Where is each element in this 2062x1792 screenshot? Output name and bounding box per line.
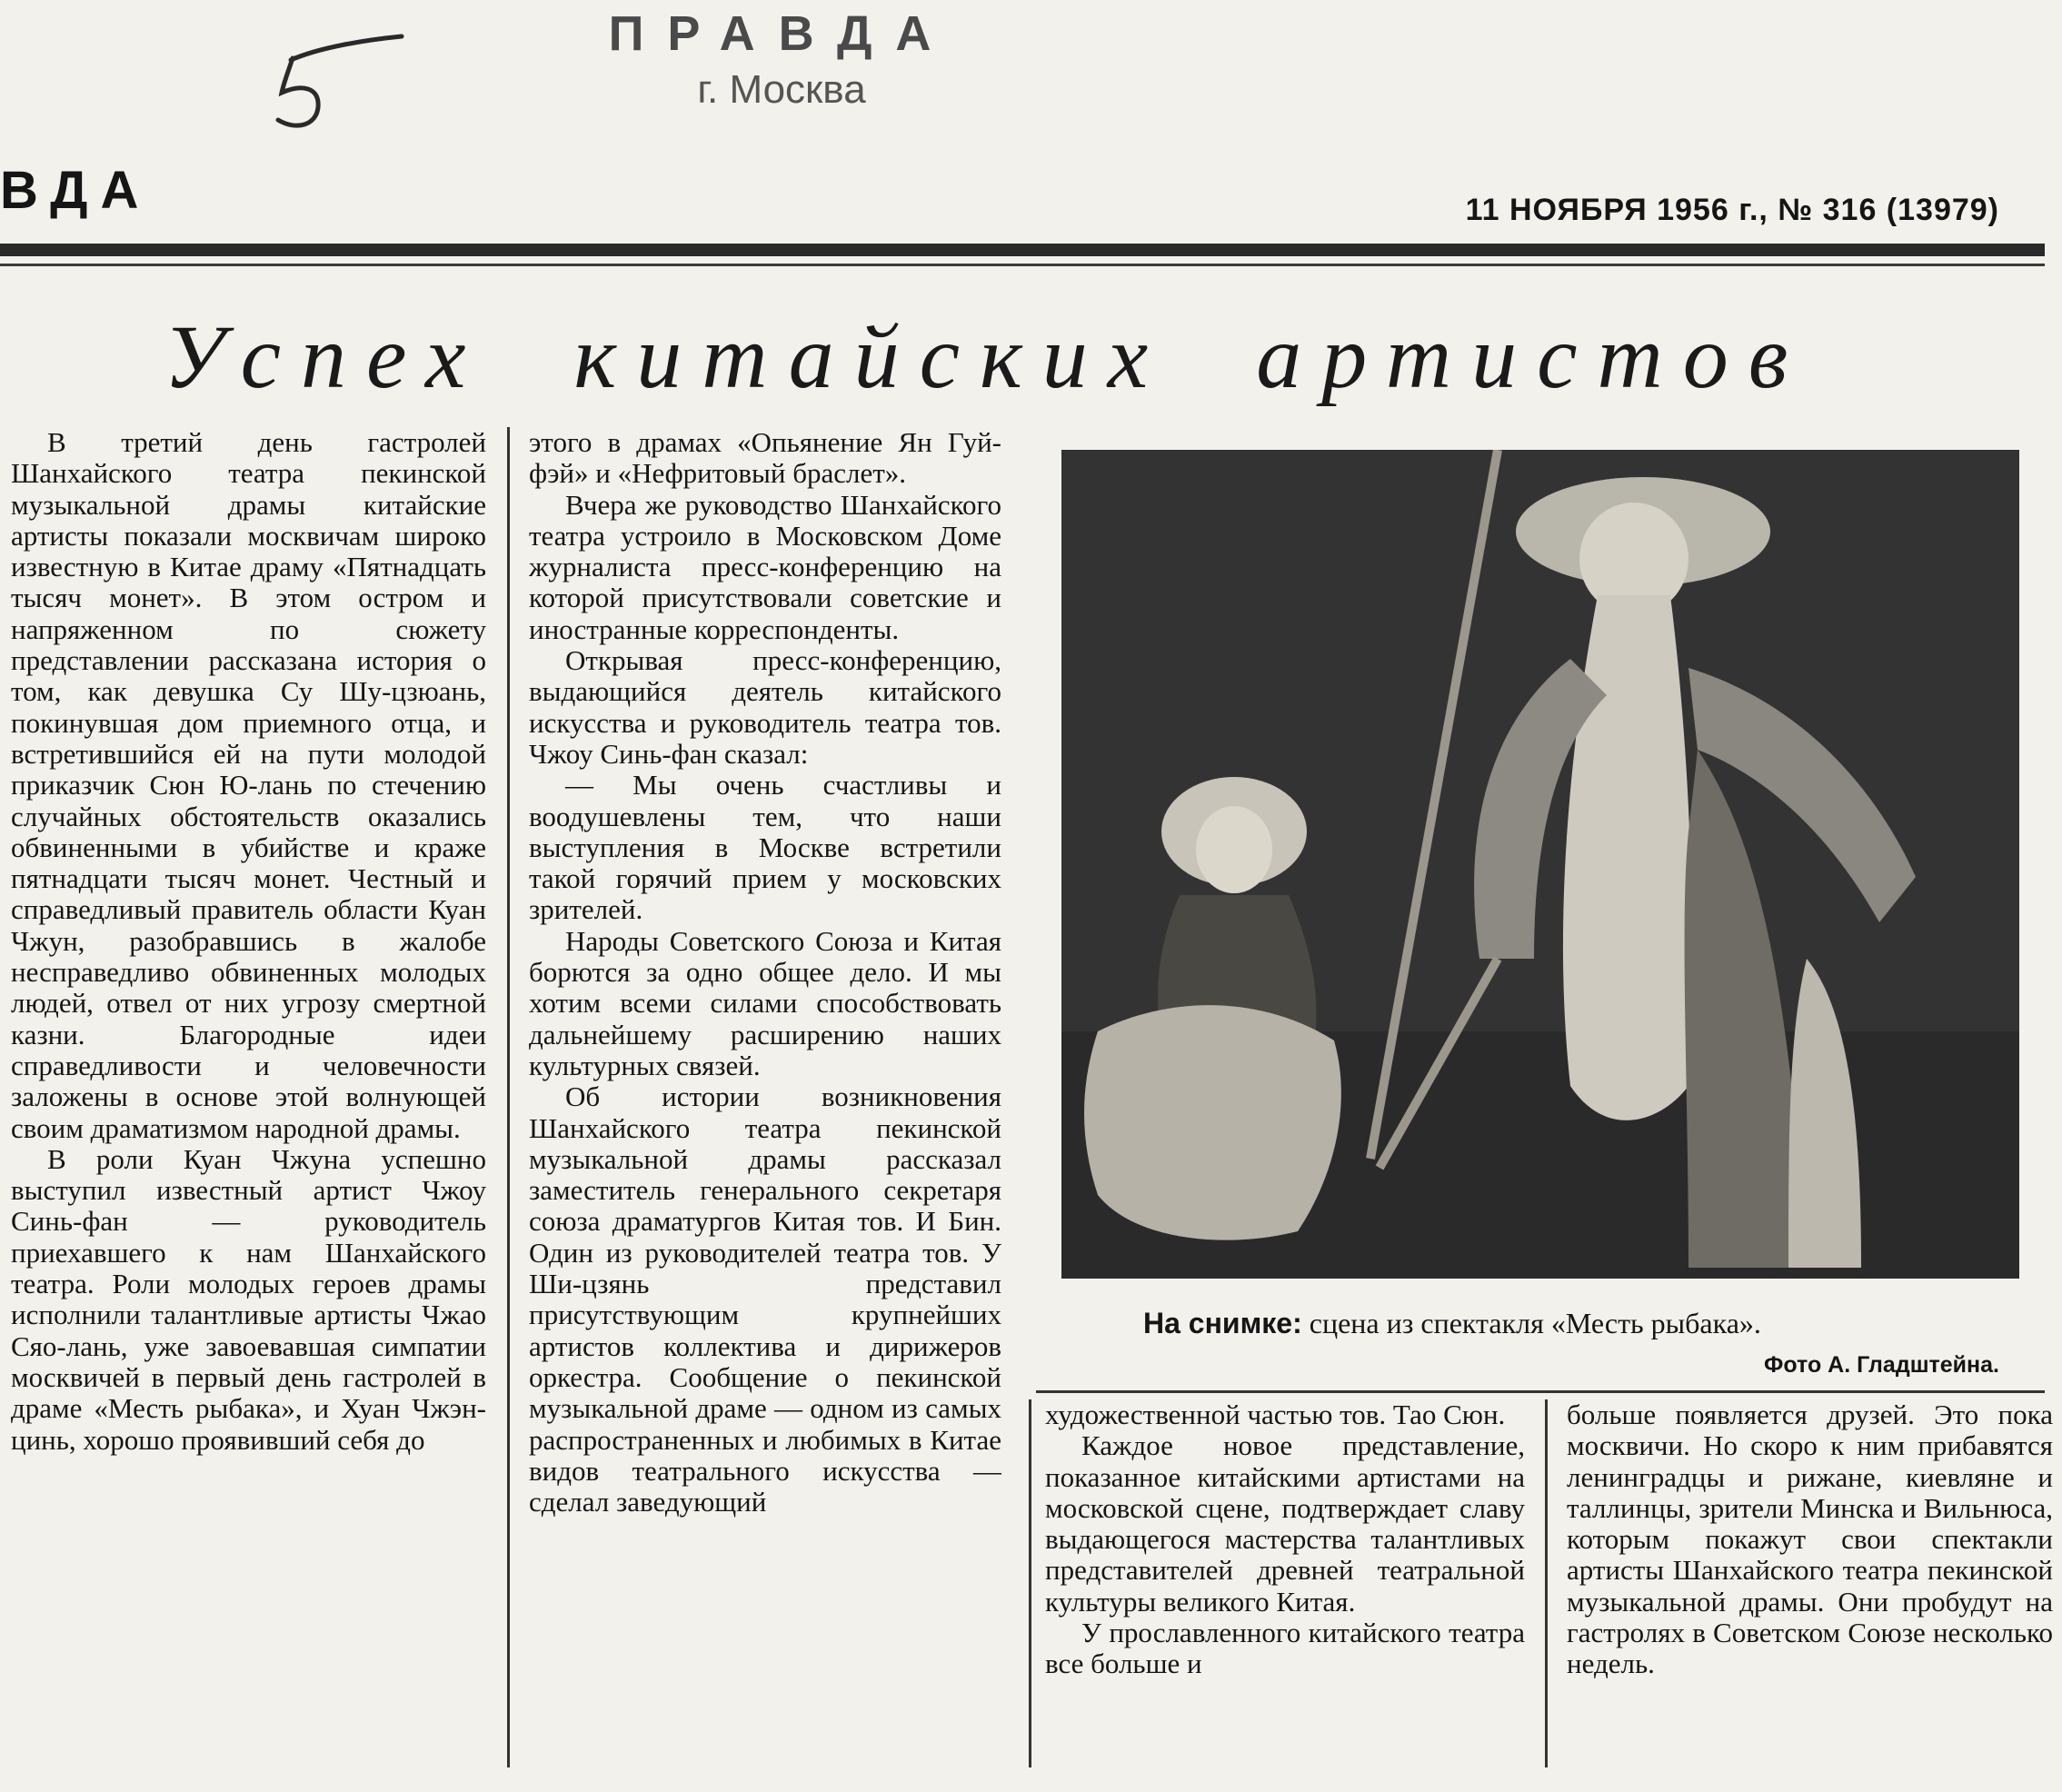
paragraph: В третий день гастролей Шанхайского театра пекинской музыкальной драмы китайские артисты показали москвичам широко известную в Китае драму «Пятнадцать тысяч монет». В этом остром и напряженном по сюжету представлении рассказана история о том, как девушка Су Шу-цзюань, покинувшая дом приемного отца, и встретившийся ей на пути молодой приказчик Сюн Ю-лань по стечению случайных обстоятельств оказались обвиненными в убийстве и краже пятнадцати тысяч монет. Честный и справедливый правитель области Куан Чжун, разобравшись в жалобе несправедливо обвиненных молодых людей, отвел от них угрозу смертной казни. Благородные идеи справедливости и человечности заложены в основе этой волнующей своим драматизмом народной драмы.	[11, 427, 486, 1144]
caption-lead: На снимке:	[1143, 1307, 1302, 1339]
article-headline: Успех китайских артистов	[164, 306, 1808, 407]
issue-date-number: 11 НОЯБРЯ 1956 г., № 316 (13979)	[1465, 193, 1999, 227]
masthead-fragment: ВДА	[0, 161, 152, 220]
column-divider	[1545, 1399, 1548, 1767]
masthead-rule-thick	[0, 244, 2045, 256]
article-column-1	[11, 427, 486, 1767]
caption-text: сцена из спектакля «Месть рыбака».	[1309, 1307, 1761, 1339]
article-column-3	[1045, 1399, 1525, 1767]
paragraph: У прославленного китайского театра все больше и	[1045, 1617, 1525, 1680]
paragraph: художественной частью тов. Тао Сюн.	[1045, 1399, 1506, 1430]
photo-bottom-rule	[1036, 1390, 2045, 1393]
column-divider	[507, 427, 510, 1767]
column-divider	[1029, 1399, 1031, 1767]
paragraph: Народы Советского Союза и Китая борются за одно общее дело. И мы хотим всеми силами способствовать дальнейшему расширению наших культурных связей.	[529, 924, 1001, 1081]
photo-caption	[1143, 1307, 1997, 1340]
stamp-city: г. Москва	[697, 67, 866, 112]
article-photo	[1061, 450, 2019, 1279]
photo-credit: Фото А. Гладштейна.	[1764, 1352, 1999, 1378]
paragraph: больше появляется друзей. Это пока москвичи. Но скоро к ним прибавятся ленинградцы и рижане, киевляне и таллинцы, зрители Минска и Вильнюса, которым покажут свои спектакли артисты Шанхайского театра пекинской музыкальной драмы. Они пробудут на гастролях в Советском Союзе несколько недель.	[1567, 1399, 2053, 1680]
paragraph: Каждое новое представление, показанное китайскими артистами на московской сцене, подтверждает славу выдающегося мастерства талантливых представителей древней театральной культуры великого Китая.	[1045, 1429, 1525, 1618]
handwritten-number	[265, 20, 411, 138]
masthead-rule-thin	[0, 264, 2045, 266]
stamp-title: ПРАВДА	[608, 6, 955, 61]
article-column-2	[529, 427, 1001, 1767]
paragraph: Открывая пресс-конференцию, выдающийся деятель китайского искусства и руководитель театра тов. Чжоу Синь-фан сказал:	[529, 644, 1001, 770]
paragraph: этого в драмах «Опьянение Ян Гуй-фэй» и «Нефритовый браслет».	[529, 427, 1001, 490]
stage-scene-illustration	[1061, 450, 2019, 1279]
paragraph: В роли Куан Чжуна успешно выступил известный артист Чжоу Синь-фан — руководитель приехавшего к нам Шанхайского театра. Роли молодых героев драмы исполнили талантливые артисты Чжао Сяо-лань, уже завоевавшая симпатии москвичей в первый день гастролей в драме «Месть рыбака», и Хуан Чжэн-цинь, хорошо проявивший себя до	[11, 1142, 486, 1456]
paragraph: — Мы очень счастливы и воодушевлены тем, что наши выступления в Москве встретили такой горячий прием у московских зрителей.	[529, 769, 1001, 926]
paragraph: Вчера же руководство Шанхайского театра устроило в Московском Доме журналиста пресс-конференцию на которой присутствовали советские и иностранные корреспонденты.	[529, 488, 1001, 645]
article-column-4	[1567, 1399, 2053, 1767]
paragraph: Об истории возникновения Шанхайского театра пекинской музыкальной драмы рассказал заместитель генерального секретаря союза драматургов Китая тов. И Бин. Один из руководителей театра тов. У Ши-цзянь представил присутствующим крупнейших артистов коллектива и дирижеров оркестра. Сообщение о пекинской музыкальной драме — одном из самых распространенных и любимых в Китае видов театрального искусства — сделал заведующий	[529, 1080, 1001, 1518]
